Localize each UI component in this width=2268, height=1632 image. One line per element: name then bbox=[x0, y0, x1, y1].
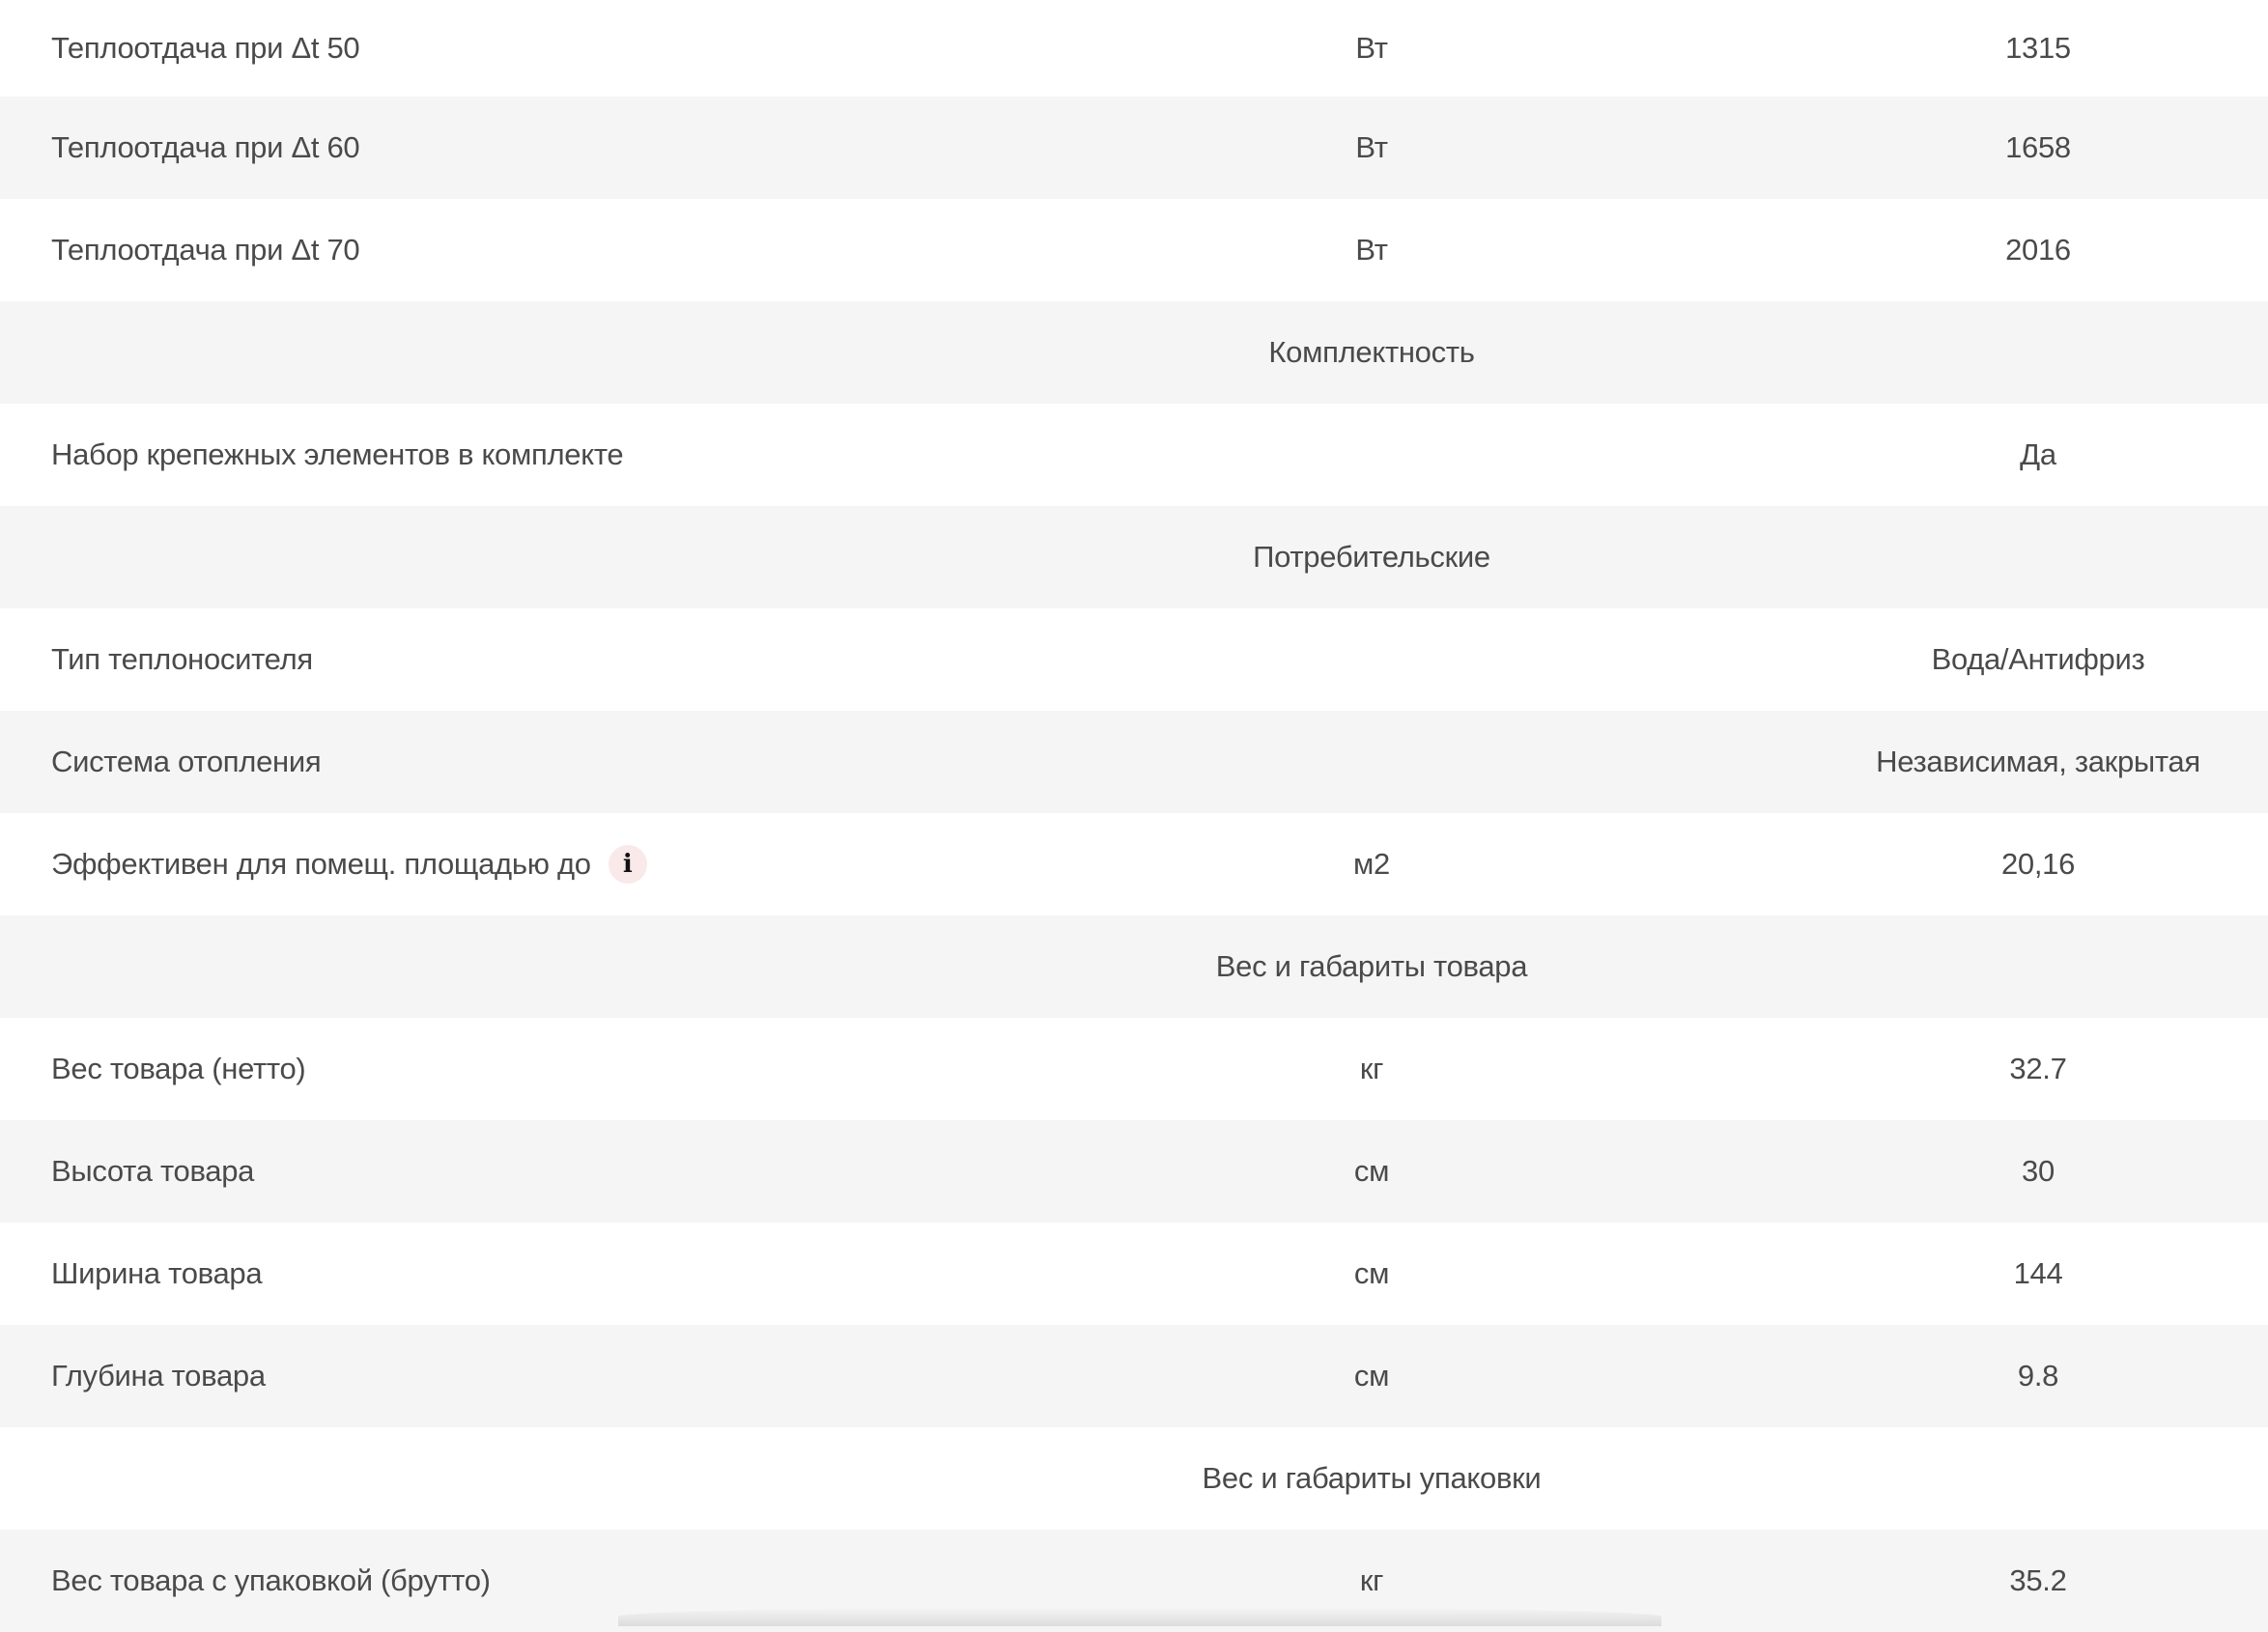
spec-value: 20,16 bbox=[2000, 847, 2076, 881]
spec-row-height bbox=[0, 1120, 2268, 1223]
spec-name: Ширина товара bbox=[51, 1256, 263, 1290]
spec-unit: Вт bbox=[1355, 130, 1388, 164]
section-header-product-dimensions bbox=[0, 915, 2268, 1018]
spec-unit bbox=[1082, 711, 1661, 813]
spec-unit bbox=[1082, 608, 1661, 711]
spec-unit: кг bbox=[1359, 1563, 1384, 1597]
spec-unit: Вт bbox=[1355, 233, 1388, 267]
spec-unit: см bbox=[1353, 1256, 1390, 1290]
section-title: Комплектность bbox=[1268, 335, 1475, 369]
spec-name: Теплоотдача при Δt 60 bbox=[51, 130, 360, 164]
spec-unit: кг bbox=[1359, 1052, 1384, 1085]
spec-row-width bbox=[0, 1223, 2268, 1325]
spec-row-gross-weight bbox=[0, 1530, 2268, 1632]
spec-row-effective-area bbox=[0, 813, 2268, 915]
spec-row-net-weight bbox=[0, 1018, 2268, 1120]
spec-value: 35.2 bbox=[2009, 1563, 2067, 1597]
spec-name: Глубина товара bbox=[51, 1359, 266, 1393]
spec-row-depth bbox=[0, 1325, 2268, 1427]
spec-unit: см bbox=[1353, 1154, 1390, 1188]
spec-name: Система отопления bbox=[51, 745, 322, 778]
spec-row-heating-system bbox=[0, 711, 2268, 813]
info-icon[interactable]: i bbox=[609, 845, 647, 884]
spec-row-mounting-kit bbox=[0, 404, 2268, 506]
section-header-consumer bbox=[0, 506, 2268, 608]
spec-name-with-info bbox=[51, 813, 647, 915]
spec-value: 2016 bbox=[2005, 233, 2071, 267]
spec-value: 1658 bbox=[2005, 130, 2071, 164]
spec-name: Вес товара с упаковкой (брутто) bbox=[51, 1563, 491, 1597]
spec-value: 30 bbox=[2022, 1154, 2055, 1188]
spec-value: 144 bbox=[2013, 1256, 2063, 1290]
spec-value: 32.7 bbox=[2009, 1052, 2067, 1085]
spec-row-heat-dt70 bbox=[0, 199, 2268, 301]
spec-row-heat-dt50 bbox=[0, 0, 2268, 97]
section-header-completeness bbox=[0, 301, 2268, 404]
spec-name: Вес товара (нетто) bbox=[51, 1052, 306, 1085]
spec-value: Вода/Антифриз bbox=[1931, 642, 2145, 676]
spec-value: Независимая, закрытая bbox=[1876, 745, 2200, 778]
spec-value: 1315 bbox=[2005, 31, 2071, 65]
spec-name: Теплоотдача при Δt 50 bbox=[51, 31, 360, 65]
spec-unit bbox=[1082, 404, 1661, 506]
spec-unit: Вт bbox=[1355, 31, 1388, 65]
spec-name: Теплоотдача при Δt 70 bbox=[51, 233, 360, 267]
spec-name: Высота товара bbox=[51, 1154, 255, 1188]
spec-value: Да bbox=[2020, 437, 2056, 471]
spec-name: Эффективен для помещ. площадью до bbox=[51, 847, 591, 881]
section-title: Потребительские bbox=[1253, 540, 1490, 574]
spec-row-coolant-type bbox=[0, 608, 2268, 711]
section-title: Вес и габариты упаковки bbox=[1202, 1461, 1542, 1495]
spec-row-heat-dt60 bbox=[0, 97, 2268, 199]
spec-unit: м2 bbox=[1353, 847, 1390, 881]
spec-name: Набор крепежных элементов в комплекте bbox=[51, 437, 624, 471]
spec-value: 9.8 bbox=[2017, 1359, 2059, 1393]
spec-name: Тип теплоносителя bbox=[51, 642, 313, 676]
spec-unit: см bbox=[1353, 1359, 1390, 1393]
section-title: Вес и габариты товара bbox=[1215, 949, 1528, 983]
section-header-package-dimensions bbox=[0, 1427, 2268, 1530]
